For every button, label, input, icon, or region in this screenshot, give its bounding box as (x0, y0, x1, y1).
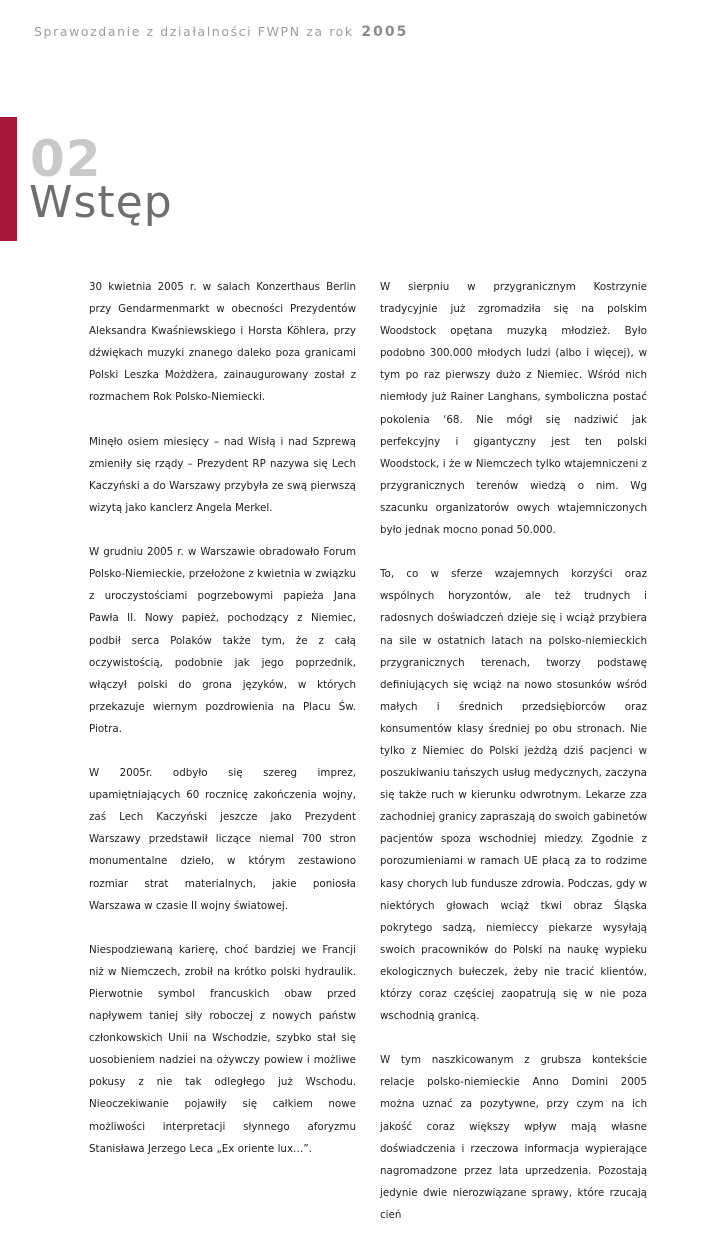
left-text-column (89, 276, 356, 1182)
right-text-column (380, 276, 647, 1248)
paragraph: W sierpniu w przygranicznym Kostrzynie tradycyjnie już zgromadziła się na polskim Woodstock opętana muzyką młodzież. Było podobno 300.000 młodych ludzi (albo i więcej), w tym po raz pierwszy dużo z Niemiec. Wśród nich niemłody już Rainer Langhans, symboliczna postać pokolenia ‘68. Nie mógł się nadziwić jak perfekcyjny i gigantyczny jest ten polski Woodstock, i że w Niemczech tylko wtajemniczeni z przygranicznych terenów wiedzą o nim. Wg szacunku organizatorów owych wtajemniczonych było jednak mocno ponad 50.000. (380, 281, 647, 537)
paragraph: 30 kwietnia 2005 r. w salach Konzerthaus Berlin przy Gendarmenmarkt w obecności Prezydentów Aleksandra Kwaśniewskiego i Horsta Köhlera, przy dźwiękach muzyki znanego daleko poza granicami Polski Leszka Możdżera, zainaugurowany został z rozmachem Rok Polsko-Niemiecki. (89, 281, 356, 404)
running-header (34, 24, 408, 40)
chapter-accent-bar (0, 117, 17, 241)
header-title: Sprawozdanie z działalności FWPN za rok (34, 24, 354, 39)
paragraph: Niespodziewaną karierę, choć bardziej we Francji niż w Niemczech, zrobił na krótko polski hydraulik. Pierwotnie symbol francuskich obaw przed napływem taniej siły roboczej z nowych państw członkowskich Unii na Wschodzie, szybko stał się uosobieniem nadziei na ożywczy powiew i możliwe pokusy z nie tak odległego już Wschodu. Nieoczekiwanie pojawiły się całkiem nowe możliwości interpretacji słynnego aforyzmu Stanisława Jerzego Leca „Ex oriente lux…”. (89, 943, 356, 1155)
paragraph: Minęło osiem miesięcy – nad Wisłą i nad Szprewą zmieniły się rządy – Prezydent RP nazywa się Lech Kaczyński a do Warszawy przybyła ze swą pierwszą wizytą jako kanclerz Angela Merkel. (89, 435, 356, 514)
chapter-title: Wstęp (29, 177, 173, 228)
paragraph: To, co w sferze wzajemnych korzyści oraz wspólnych horyzontów, ale też trudnych i radosnych doświadczeń dzieje się i wciąż przybiera na sile w ostatnich latach na polsko-niemieckich przygranicznych terenach, tworzy podstawę definiujących się wciąż na nowo stosunków wśród małych i średnich przedsiębiorców oraz konsumentów klasy średniej po obu stronach. Nie tylko z Niemiec do Polski jeżdżą dziś pacjenci w poszukiwaniu tańszych usług medycznych, zaczyna się także ruch w kierunku odwrotnym. Lekarze zza zachodniej granicy zapraszają do swoich gabinetów pacjentów spoza wschodniej miedzy. Zgodnie z porozumieniami w ramach UE płacą za to rodzime kasy chorych lub fundusze zdrowia. Podczas, gdy w niektórych głowach wciąż tkwi obraz Śląska pokrytego sadzą, niemieccy piekarze wysyłają swoich pracowników do Polski na naukę wypieku ekologicznych bułeczek, żeby nie tracić klientów, którzy coraz częściej zaopatrują się w nie poza wschodnią granicą. (380, 568, 647, 1023)
paragraph: W 2005r. odbyło się szereg imprez, upamiętniających 60 rocznicę zakończenia wojny, zaś Lech Kaczyński jeszcze jako Prezydent Warszawy przedstawił liczące niemal 700 stron monumentalne dzieło, w którym zestawiono rozmiar strat materialnych, jakie poniosła Warszawa w czasie II wojny światowej. (89, 767, 356, 912)
chapter-number: 02 (30, 130, 102, 188)
paragraph: W tym naszkicowanym z grubsza kontekście relacje polsko-niemieckie Anno Domini 2005 można uznać za pozytywne, przy czym na ich jakość coraz większy wpływ mają własne doświadczenia i rzeczowa informacja wypierające nagromadzone przez lata uprzedzenia. Pozostają jedynie dwie nierozwiązane sprawy, które rzucają cień (380, 1054, 647, 1221)
header-year: 2005 (361, 24, 409, 40)
paragraph: W grudniu 2005 r. w Warszawie obradowało Forum Polsko-Niemieckie, przełożone z kwietnia w związku z uroczystościami pogrzebowymi papieża Jana Pawła II. Nowy papież, pochodzący z Niemiec, podbił serca Polaków także tym, że z całą oczywistością, podobnie jak jego poprzednik, włączył polski do grona języków, w których przekazuje wiernym pozdrowienia na Placu Św. Piotra. (89, 546, 356, 735)
